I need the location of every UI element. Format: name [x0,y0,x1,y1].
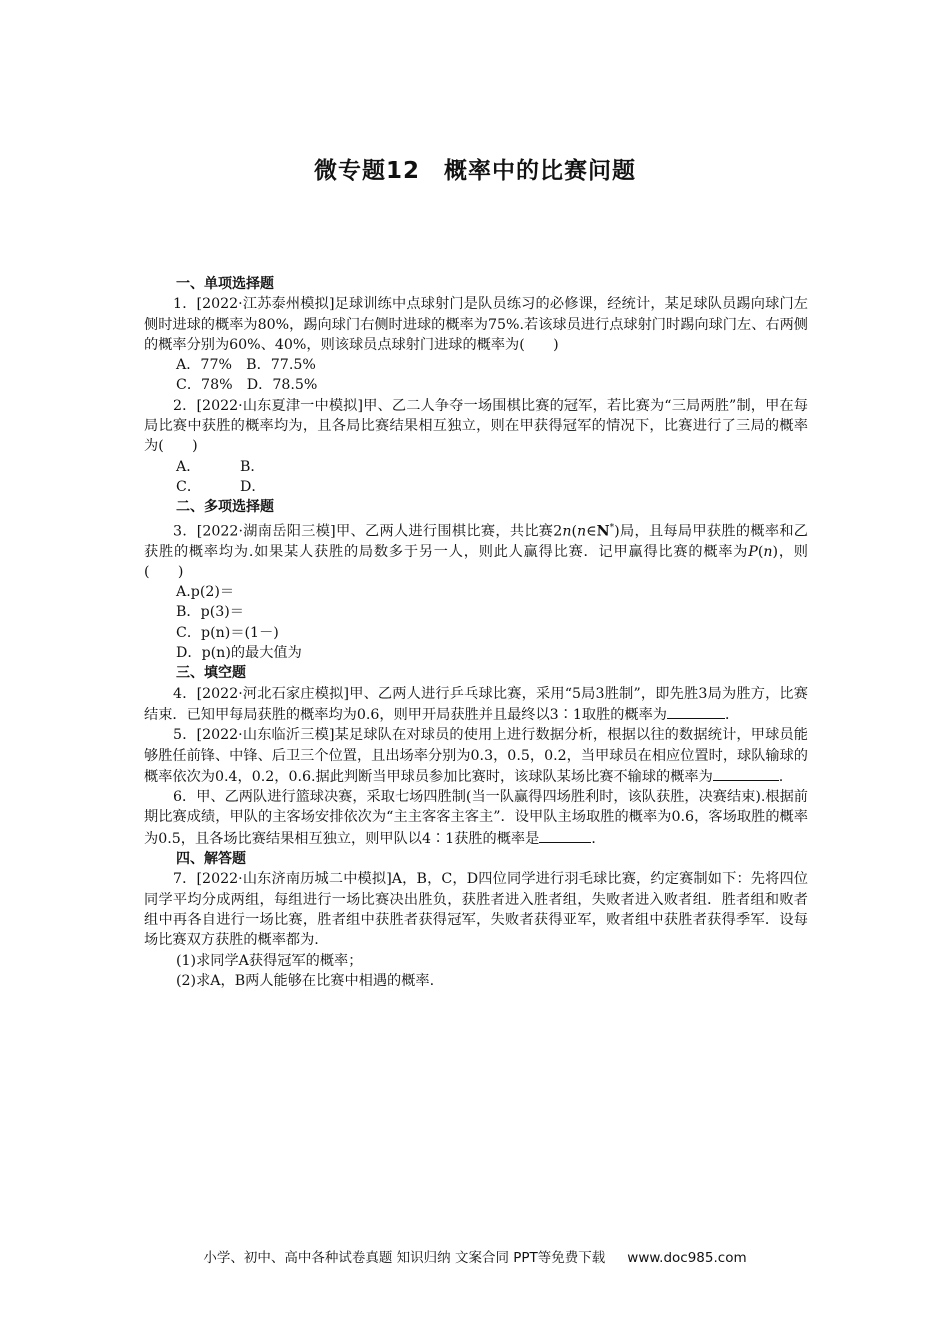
title-main: 微专题12 [313,158,420,184]
question-5 [144,725,808,787]
q3-stem-part: 3．[2022·湖南岳阳三模]甲、乙两人进行围棋比赛，共比赛2 [173,523,563,540]
section-heading-single-choice: 一、单项选择题 [176,276,274,292]
footer-url[interactable]: www.doc985.com [627,1250,747,1266]
q2-option-c: C． [176,478,202,495]
question-3-stem [144,518,808,583]
q3-stem-part: )，则( ) [144,543,808,580]
document-body [144,274,808,991]
question-7-stem: 7．[2022·山东济南历城二中模拟]A，B，C，D四位同学进行羽毛球比赛，约定赛制如下：先将四位同学平均分成两组，每组进行一场比赛决出胜负，获胜者进入胜者组，失败者进入败者组．胜者组和败者组中再各自进行一场比赛，胜者组中获胜者获得冠军，失败者获得亚军，败者组中获胜者获得季军．设每场比赛双方获胜的概率都为. [144,871,808,949]
q3-star: * [609,522,615,533]
q6-end: ． [591,830,606,847]
section-heading-multiple-choice: 二、多项选择题 [176,499,274,516]
q3-stem-part: ( [571,523,578,540]
q3-option-d: D．p(n)的最大值为 [176,645,302,662]
q4-end: ． [725,706,740,723]
question-2-options-ab [144,457,808,477]
q4-stem: 4．[2022·河北石家庄模拟]甲、乙两人进行乒乓球比赛，采用“5局3胜制”，即先胜3局为胜方，比赛结束．已知甲每局获胜的概率均为0.6，则甲开局获胜并且最终以3∶1取胜的概率为 [144,685,808,723]
q6-answer-blank [539,828,591,843]
q1-option-d: D．78.5% [246,377,318,394]
q3-stem-part: )局，且每局甲获胜的概率和乙获胜的概率均为.如果某人获胜的局数多于另一人，则此人赢得比赛．记甲赢得比赛的概率为 [144,523,808,560]
q5-stem: 5．[2022·山东临沂三模]某足球队在对球员的使用上进行数据分析，根据以往的数据统计，甲球员能够胜任前锋、中锋、后卫三个位置，且出场率分别为0.3，0.5，0.2，当甲球员在相应位置时，球队输球的概率依次为0.4，0.2，0.6.据此判断当甲球员参加比赛时，该球队某场比赛不输球的概率为 [144,727,808,785]
q3-var-n: n [562,523,572,540]
q3-option-a: A.p(2)＝ [176,584,235,601]
q1-option-a: A．77% [176,357,232,374]
q3-stem-part: ( [757,543,764,560]
q3-option-c: C．p(n)＝(1－) [176,624,279,641]
section-heading-solution: 四、解答题 [176,851,246,868]
q2-option-b: B． [240,458,265,475]
q3-var-n: n [577,523,587,540]
q3-set-N: N [596,523,610,540]
section-heading-fill-blank: 三、填空题 [176,665,246,682]
q2-option-d: D． [240,478,266,495]
title-sub: 概率中的比赛问题 [444,158,636,184]
question-1-options-cd [144,375,808,395]
q2-option-a: A． [176,458,201,475]
question-2-options-cd [144,477,808,497]
page-title [0,152,950,185]
footer-text: 小学、初中、高中各种试卷真题 知识归纳 文案合同 PPT等免费下载 [203,1250,606,1266]
q6-stem: 6．甲、乙两队进行篮球决赛，采取七场四胜制(当一队赢得四场胜利时，该队获胜，决赛结束).根据前期比赛成绩，甲队的主客场安排依次为“主主客客主客主”．设甲队主场取胜的概率为0.6，客场取胜的概率为0.5，且各场比赛结果相互独立，则甲队以4∶1获胜的概率是 [144,789,808,847]
footer [0,1246,950,1266]
question-6 [144,787,808,849]
question-2-stem: 2．[2022·山东夏津一中模拟]甲、乙二人争夺一场围棋比赛的冠军，若比赛为“三局两胜”制，甲在每局比赛中获胜的概率均为，且各局比赛结果相互独立，则在甲获得冠军的情况下，比赛进行了三局的概率为( ) [144,397,808,455]
q3-var-n: n [763,543,773,560]
question-4 [144,684,808,726]
question-7-part-2: (2)求A，B两人能够在比赛中相遇的概率. [176,972,435,989]
q3-var-P: P [748,543,758,560]
question-7-part-1: (1)求同学A获得冠军的概率； [176,952,363,969]
q3-option-b: B．p(3)＝ [176,604,244,621]
q1-option-b: B．77.5% [246,357,316,374]
q5-end: . [778,768,784,785]
q5-answer-blank [713,766,779,781]
question-1-options-ab [144,355,808,375]
q1-option-c: C．78% [176,377,233,394]
q4-answer-blank [667,704,725,719]
q3-stem-part: ∈ [586,523,597,540]
question-1-stem: 1．[2022·江苏泰州模拟]足球训练中点球射门是队员练习的必修课，经统计，某足球队员踢向球门左侧时进球的概率为80%，踢向球门右侧时进球的概率为75%.若该球员进行点球射门时踢向球门左、右两侧的概率分别为60%、40%，则该球员点球射门进球的概率为( ) [144,296,808,353]
